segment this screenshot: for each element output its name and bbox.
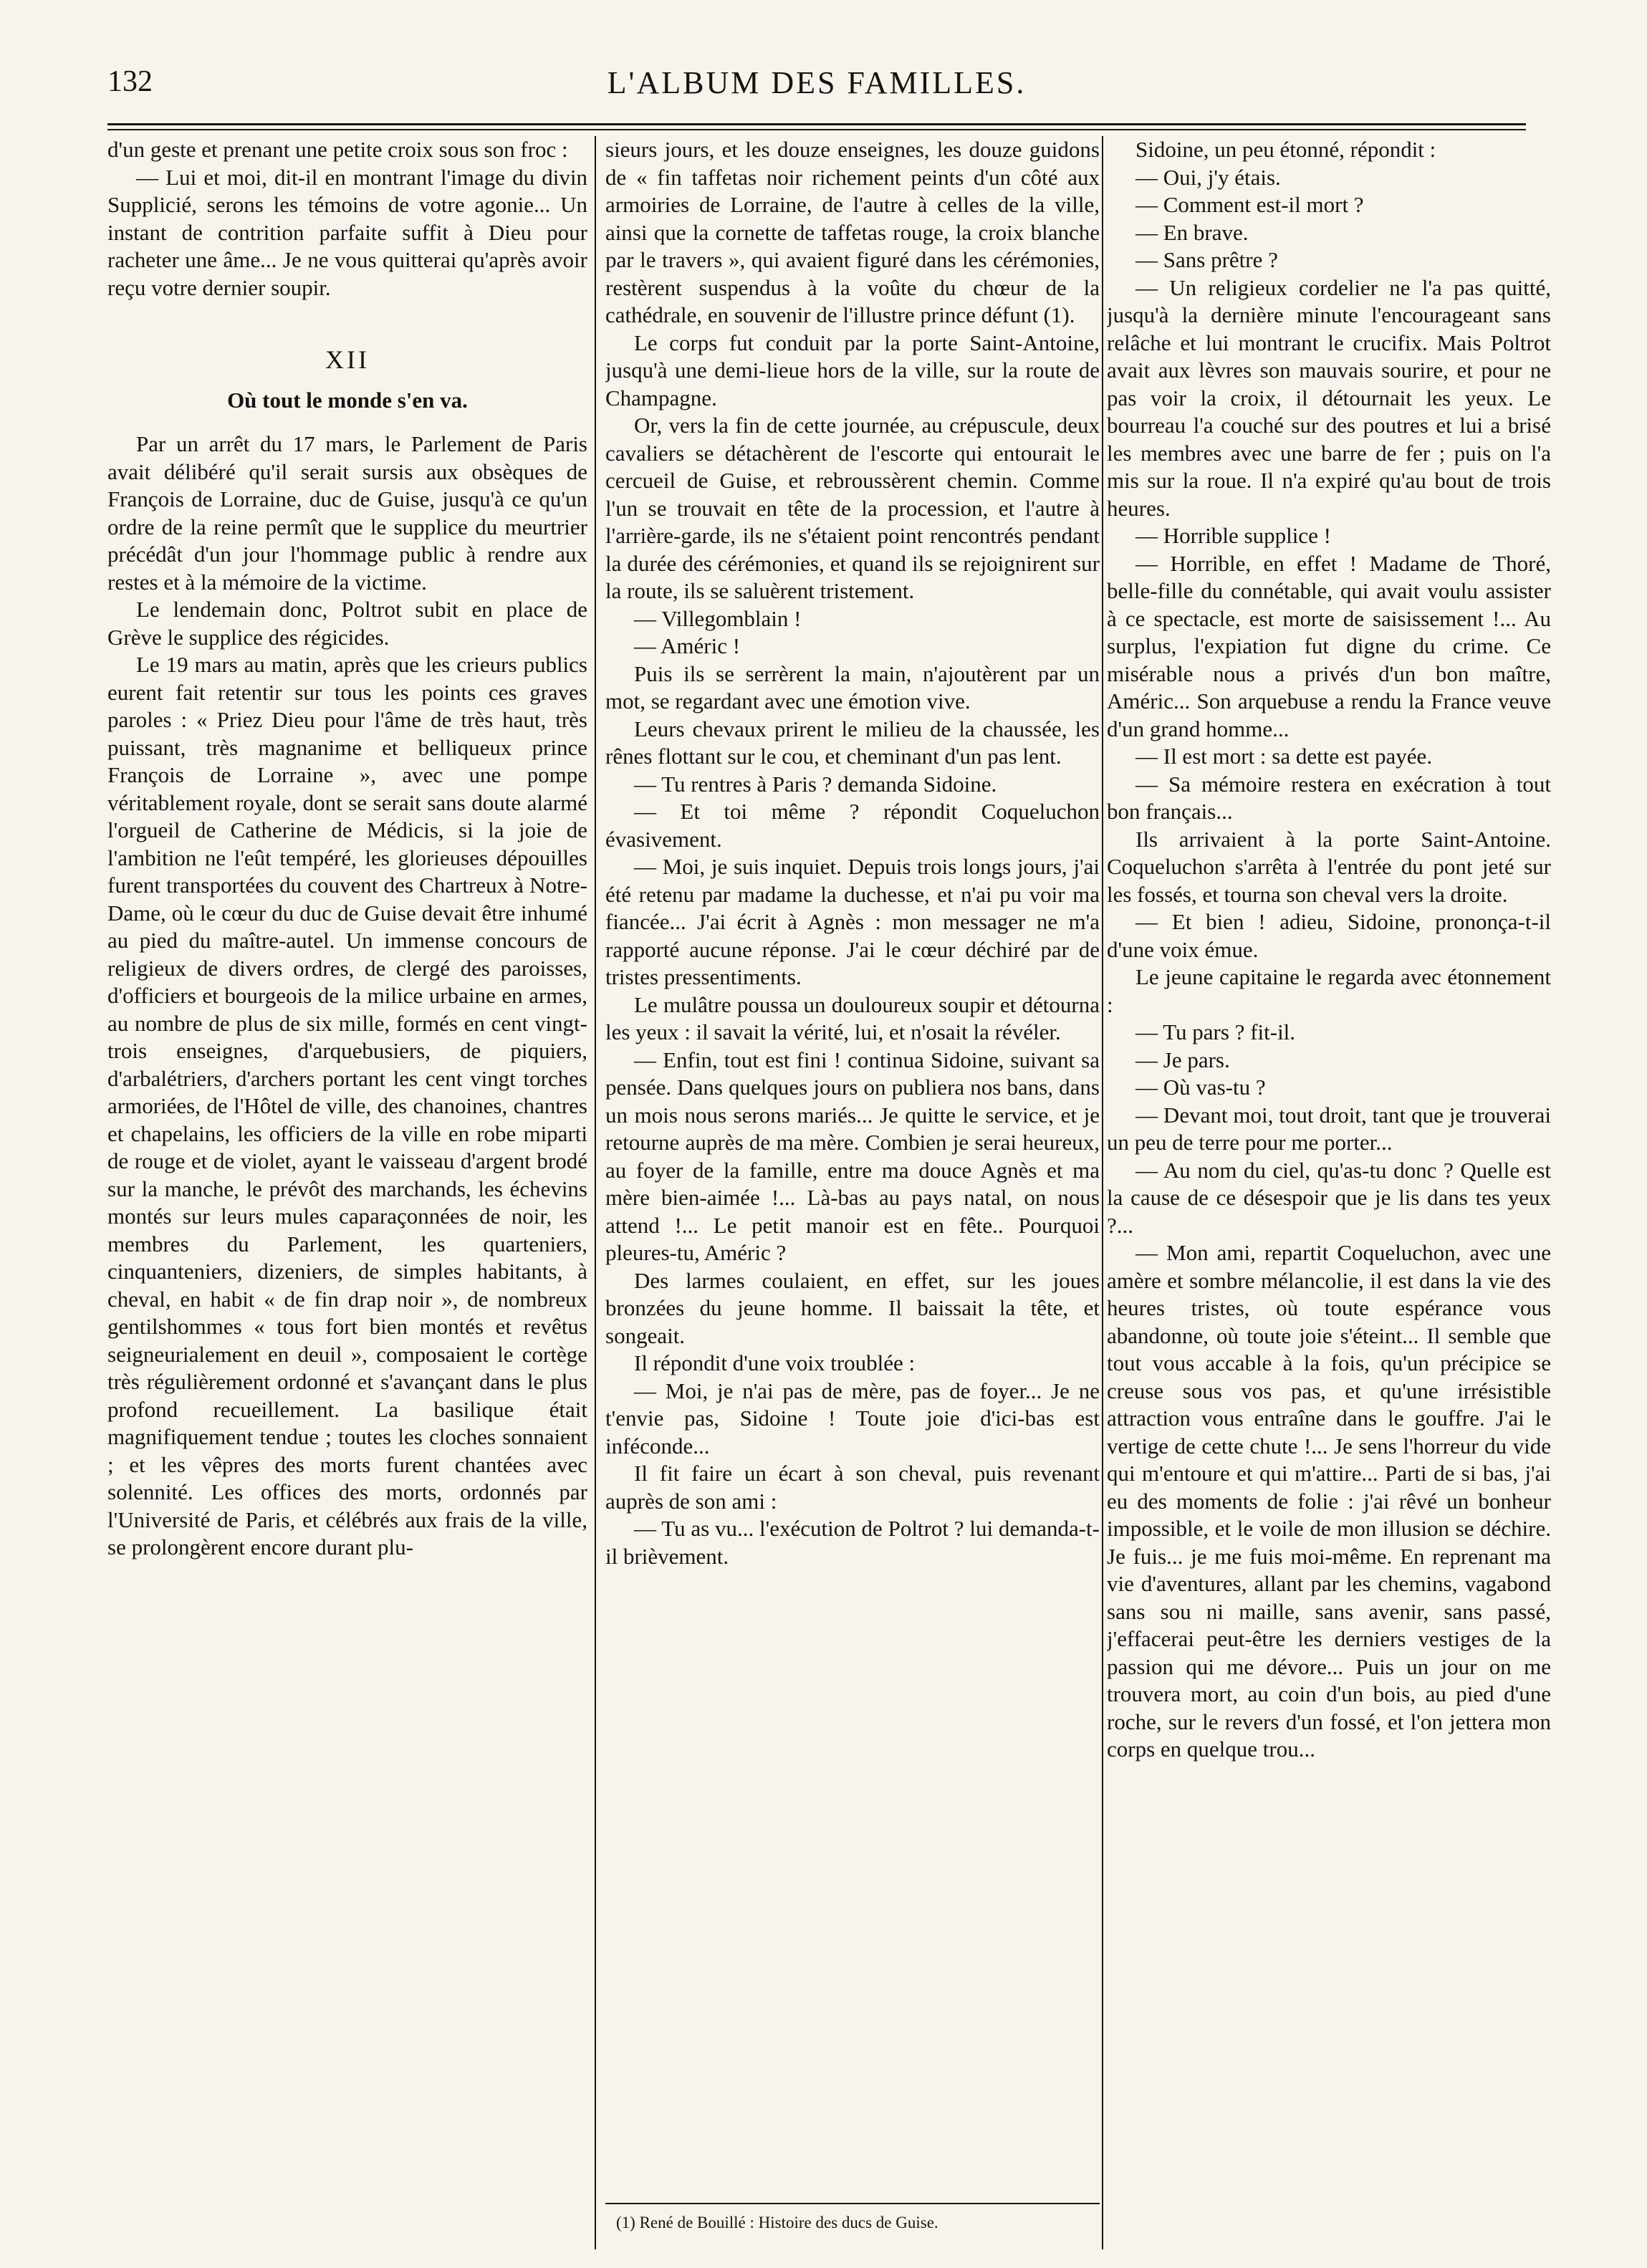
paragraph: — Tu as vu... l'exécution de Poltrot ? lui demanda-t-il brièvement. [605,1516,1100,1569]
column-3 [1107,136,1551,2249]
paragraph: — Villegomblain ! [634,605,802,631]
paragraph: — Mon ami, repartit Coqueluchon, avec une amère et sombre mélancolie, il est dans la vie des heures tristes, où toute espérance vous abandonne, où toute joie s'éteint... Il semble que tout vous accable à la fois, qu'un précipice se creuse sous vos pas, et qu'une irrésistible attraction vous entraîne dans le gouffre. J'ai le vertige de cette chute !... Je sens l'horreur du vide qui m'entoure et qui m'attire... Parti de si bas, j'ai eu des moments de folie : j'ai rêvé un bonheur impossible, et le voile de mon illusion se déchire. Je fuis... je me fuis moi-même. En reprenant ma vie d'aventures, allant par les chemins, vagabond sans sou ni maille, sans avenir, sans passé, j'effacerai peut-être les derniers vestiges de la passion qui me dévore... Puis un jour on me trouvera mort, au coin d'un bois, au pied d'une roche, sur le revers d'un fossé, et l'on jettera mon corps en quelque trou... [1107,1240,1551,1762]
paragraph: — Et bien ! adieu, Sidoine, prononça-t-il d'une voix émue. [1107,909,1551,962]
paragraph: — Oui, j'y étais. [1135,164,1281,190]
paragraph: d'un geste et prenant une petite croix sous son froc : [107,137,568,162]
paragraph: Or, vers la fin de cette journée, au crépuscule, deux cavaliers se détachèrent de l'escorte qui entourait le cercueil de Guise, et rebroussèrent chemin. Comme l'un se trouvait en tête de la procession, et l'autre à l'arrière-garde, ils ne s'étaient point rencontrés pendant la durée des cérémonies, et quand ils se rejoignirent sur la route, ils se saluèrent tristement. [605,413,1100,603]
paragraph: — Tu rentres à Paris ? demanda Sidoine. [634,771,997,797]
paragraph: — Devant moi, tout droit, tant que je trouverai un peu de terre pour me porter... [1107,1102,1551,1155]
paragraph: — Sa mémoire restera en exécration à tout bon français... [1107,771,1551,824]
paragraph: — Lui et moi, dit-il en montrant l'image du divin Supplicié, serons les témoins de votre agonie... Un instant de contrition parfaite suffit à Dieu pour racheter une âme... Je ne vous quitterai qu'après avoir reçu votre dernier soupir. [107,164,587,300]
column-2 [605,136,1100,2192]
paragraph: — Horrible, en effet ! Madame de Thoré, belle-fille du connétable, qui avait voulu assister à ce spectacle, est morte de saisissement !... Au surplus, l'expiation fut digne du crime. Ce misérable nous a privés d'un bon maître, Améric... Son arquebuse a rendu la France veuve d'un grand homme... [1107,550,1551,741]
paragraph: Ils arrivaient à la porte Saint-Antoine. Coqueluchon s'arrêta à l'entrée du pont jeté sur les fossés, et tourna son cheval vers la droite. [1107,826,1551,907]
paragraph: sieurs jours, et les douze enseignes, les douze guidons de « fin taffetas noir richement peints d'un côté aux armoiries de Lorraine, de l'autre à celles de la ville, ainsi que la cornette de taffetas rouge, la croix blanche par le travers », qui avaient figuré dans les cérémonies, restèrent suspendus à la voûte du chœur de la cathédrale, en souvenir de l'illustre prince défunt (1). [605,137,1100,327]
paragraph: — Et toi même ? répondit Coqueluchon évasivement. [605,799,1100,852]
paragraph: Le lendemain donc, Poltrot subit en place de Grève le supplice des régicides. [107,597,587,650]
page-title: L'ALBUM DES FAMILLES. [607,65,1027,100]
paragraph: Sidoine, un peu étonné, répondit : [1135,137,1436,162]
paragraph: Par un arrêt du 17 mars, le Parlement de Paris avait délibéré qu'il serait sursis aux obsèques de François de Lorraine, duc de Guise, jusqu'à ce qu'un ordre de la reine permît que le supplice du meurtrier précédât d'un jour l'hommage public à rendre aux restes et à la mémoire de la victime. [107,431,587,595]
paragraph: — Améric ! [634,633,741,658]
paragraph: Le jeune capitaine le regarda avec étonnement : [1107,964,1551,1017]
paragraph: — Où vas-tu ? [1135,1075,1266,1100]
paragraph: Le mulâtre poussa un douloureux soupir et détourna les yeux : il savait la vérité, lui, et n'osait la révéler. [605,991,1100,1044]
header-rule [107,123,1526,125]
paragraph: — Au nom du ciel, qu'as-tu donc ? Quelle est la cause de ce désespoir que je lis dans tes yeux ?... [1107,1157,1551,1238]
paragraph: Il répondit d'une voix troublée : [634,1350,916,1375]
column-divider [595,136,596,2249]
paragraph: — Moi, je suis inquiet. Depuis trois longs jours, j'ai été retenu par madame la duchesse, et n'ai pu voir ma fiancée... J'ai écrit à Agnès : mon messager ne m'a rapporté aucune réponse. J'ai le cœur déchiré par de tristes pressentiments. [605,854,1100,989]
paragraph: — Moi, je n'ai pas de mère, pas de foyer... Je ne t'envie pas, Sidoine ! Toute joie d'ici-bas est inféconde... [605,1378,1100,1459]
paragraph: — Sans prêtre ? [1135,247,1278,272]
paragraph: — Un religieux cordelier ne l'a pas quitté, jusqu'à la dernière minute l'encourageant sans relâche et lui montrant le crucifix. Mais Poltrot avait aux lèvres son mauvais sourire, et pour ne pas voir la croix, il détournait les yeux. Le bourreau l'a couché sur des poutres et lui a brisé les membres avec une barre de fer ; puis on l'a mis sur la roue. Il n'a expiré qu'au bout de trois heures. [1107,274,1551,521]
paragraph: — Il est mort : sa dette est payée. [1135,744,1433,769]
page-number: 132 [107,65,153,98]
paragraph: — Tu pars ? fit-il. [1135,1019,1296,1044]
paragraph: — Je pars. [1135,1047,1230,1072]
paragraph: — Horrible supplice ! [1135,523,1331,548]
footnote: (1) René de Bouillé : Histoire des ducs de Guise. [616,2214,938,2231]
paragraph: Le 19 mars au matin, après que les crieurs publics eurent fait retentir sur tous les points ces graves paroles : « Priez Dieu pour l'âme de très haut, très puissant, très magnanime et belliqueux prince François de Lorraine », avec une pompe véritablement royale, dont se serait sans doute alarmé l'orgueil de Catherine de Médicis, si la joie de l'ambition ne l'eût tempéré, les glorieuses dépouilles furent transportées du couvent des Chartreux à Notre-Dame, où le cœur du duc de Guise devait être inhumé au pied du maître-autel. Un immense concours de religieux de divers ordres, de clergé des paroisses, d'officiers et bourgeois de la milice urbaine en armes, au nombre de plus de six mille, formés en cent vingt-trois enseignes, d'arquebusiers, de piquiers, d'arbalétriers, d'archers portant les cent vingt torches armoriées, de l'Hôtel de ville, des chanoines, chantres et chapelains, les officiers de la ville en robe miparti de rouge et de violet, ayant le vaisseau d'argent brodé sur la manche, le prévôt des marchands, les échevins montés sur leurs mules caparaçonnées de noir, les membres du Parlement, les quarteniers, cinquanteniers, dizeniers, de simples habitants, à cheval, en habit « de fin drap noir », de nombreux gentilshommes « tous fort bien montés et revêtus seigneurialement en deuil », composaient le cortège très régulièrement ordonné et s'avançant dans le plus profond recueillement. La basilique était magnifiquement tendue ; toutes les cloches sonnaient ; et les vêpres des morts furent chantées avec solennité. Les offices des morts, ordonnés par l'Université de Paris, et célébrés aux frais de la ville, se prolongèrent encore durant plu- [107,652,587,1560]
paragraph: — En brave. [1135,219,1249,245]
footnote-rule [605,2203,1100,2204]
paragraph: — Enfin, tout est fini ! continua Sidoine, suivant sa pensée. Dans quelques jours on publiera nos bans, dans un mois nous serons mariés... Je quitte le service, et je retourne auprès de ma mère. Combien je serai heureux, au foyer de la famille, entre ma douce Agnès et ma mère bien-aimée !... Là-bas au pays natal, on nous attend !... Le petit manoir est en fête.. Pourquoi pleures-tu, Améric ? [605,1047,1100,1265]
header-rule-thin [107,129,1526,130]
page-header [107,64,1526,107]
paragraph: — Comment est-il mort ? [1135,192,1364,217]
paragraph: Il fit faire un écart à son cheval, puis revenant auprès de son ami : [605,1461,1100,1514]
paragraph: Puis ils se serrèrent la main, n'ajoutèrent par un mot, se regardant avec une émotion vive. [605,660,1100,713]
chapter-title: Où tout le monde s'en va. [227,388,468,413]
column-divider [1102,136,1103,2249]
chapter-number: XII [325,345,370,374]
paragraph: Des larmes coulaient, en effet, sur les joues bronzées du jeune homme. Il baissait la tête, et songeait. [605,1267,1100,1348]
paragraph: Le corps fut conduit par la porte Saint-Antoine, jusqu'à une demi-lieue hors de la ville, sur la route de Champagne. [605,330,1100,410]
column-1 [107,136,587,2249]
paragraph: Leurs chevaux prirent le milieu de la chaussée, les rênes flottant sur le cou, et cheminant d'un pas lent. [605,716,1100,769]
